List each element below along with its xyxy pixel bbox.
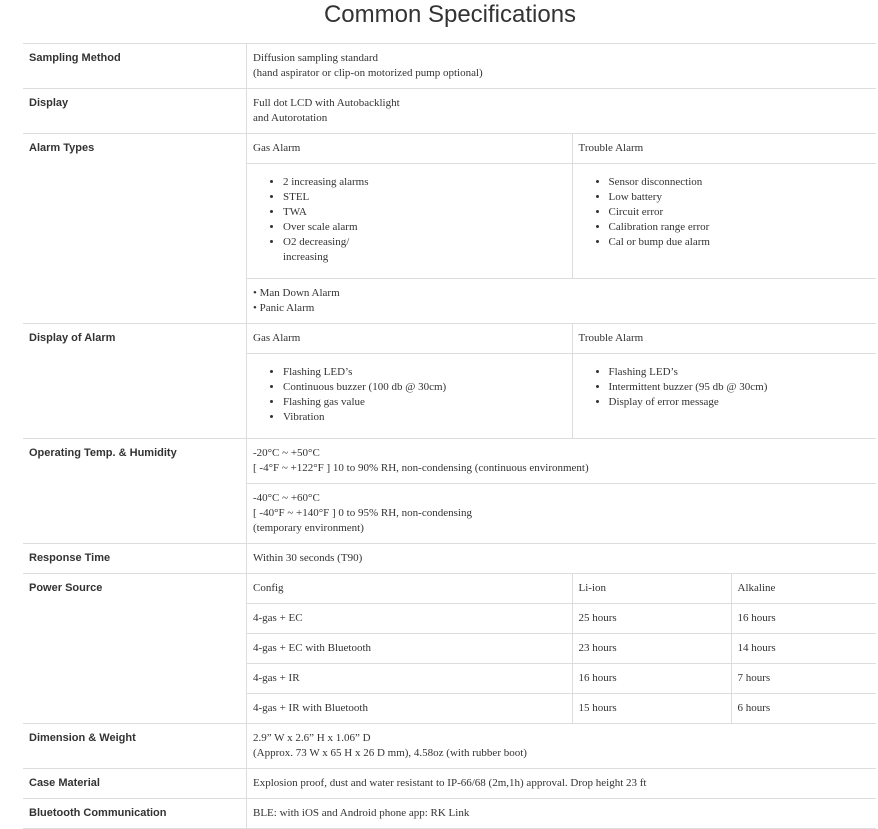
row-label: Sampling Method <box>23 44 247 89</box>
temp-continuous-range: -20°C ~ +50°C <box>253 447 320 459</box>
list-item: • 2 increasing alarms <box>283 175 566 190</box>
dimension-line-2: (Approx. 73 W x 65 H x 26 D mm), 4.58oz (with rubber boot) <box>253 747 527 759</box>
gas-display-list <box>253 365 566 425</box>
man-down-alarm: • Man Down Alarm <box>253 287 340 299</box>
temp-temporary-detail: [ -40°F ~ +140°F ] 0 to 95% RH, non-condensing <box>253 507 472 519</box>
power-alkaline: 7 hours <box>731 664 876 694</box>
row-alarm-types <box>23 134 876 324</box>
gas-alarm-header: Gas Alarm <box>253 332 301 344</box>
row-label: Dimension & Weight <box>23 724 247 769</box>
list-item: • Flashing LED’s <box>283 365 566 380</box>
power-liion: 15 hours <box>572 694 731 724</box>
power-config: 4-gas + IR with Bluetooth <box>247 694 572 724</box>
temp-continuous-detail: [ -4°F ~ +122°F ] 10 to 90% RH, non-condensing (continuous environment) <box>253 462 589 474</box>
row-dimension-weight <box>23 724 876 769</box>
row-operating-temp <box>23 439 876 544</box>
row-label: Display <box>23 89 247 134</box>
list-item: • Sensor disconnection <box>609 175 871 190</box>
list-item: • Low battery <box>609 190 871 205</box>
power-header-liion: Li-ion <box>572 574 731 604</box>
trouble-alarm-list <box>579 175 871 250</box>
row-label: Operating Temp. & Humidity <box>23 439 247 544</box>
list-item: • Continuous buzzer (100 db @ 30cm) <box>283 380 566 395</box>
temp-temporary-note: (temporary environment) <box>253 522 364 534</box>
display-line-2: and Autorotation <box>253 112 328 124</box>
power-alkaline: 16 hours <box>731 604 876 634</box>
bluetooth-value: BLE: with iOS and Android phone app: RK Link <box>253 807 470 819</box>
power-liion: 16 hours <box>572 664 731 694</box>
row-bluetooth <box>23 799 876 829</box>
list-item: • Calibration range error <box>609 220 871 235</box>
panic-alarm: • Panic Alarm <box>253 302 315 314</box>
table-row <box>247 664 876 694</box>
list-item: • STEL <box>283 190 566 205</box>
gas-alarm-list <box>253 175 566 265</box>
spec-table <box>23 43 876 829</box>
list-item: • Display of error message <box>609 395 871 410</box>
power-alkaline: 6 hours <box>731 694 876 724</box>
list-item: • Circuit error <box>609 205 871 220</box>
list-item: • O2 decreasing/ increasing <box>283 235 566 265</box>
row-power-source <box>23 574 876 724</box>
dimension-line-1: 2.9” W x 2.6” H x 1.06” D <box>253 732 371 744</box>
table-row <box>247 694 876 724</box>
display-line-1: Full dot LCD with Autobacklight <box>253 97 400 109</box>
response-value: Within 30 seconds (T90) <box>253 552 363 564</box>
row-label: Case Material <box>23 769 247 799</box>
row-sampling-method <box>23 44 876 89</box>
list-item: • Intermittent buzzer (95 db @ 30cm) <box>609 380 871 395</box>
sampling-line-2: (hand aspirator or clip-on motorized pump optional) <box>253 67 483 79</box>
gas-alarm-header: Gas Alarm <box>253 142 301 154</box>
power-config: 4-gas + EC with Bluetooth <box>247 634 572 664</box>
temp-temporary-range: -40°C ~ +60°C <box>253 492 320 504</box>
row-label: Display of Alarm <box>23 324 247 439</box>
power-header-alkaline: Alkaline <box>731 574 876 604</box>
power-liion: 25 hours <box>572 604 731 634</box>
trouble-alarm-header: Trouble Alarm <box>572 324 876 354</box>
row-label: Power Source <box>23 574 247 724</box>
list-item: • Vibration <box>283 410 566 425</box>
power-config: 4-gas + IR <box>247 664 572 694</box>
trouble-alarm-header: Trouble Alarm <box>572 134 876 164</box>
table-row <box>247 604 876 634</box>
table-row <box>247 634 876 664</box>
row-display-of-alarm <box>23 324 876 439</box>
page-title: Common Specifications <box>323 1 577 28</box>
row-label: Alarm Types <box>23 134 247 324</box>
sampling-line-1: Diffusion sampling standard <box>253 52 379 64</box>
list-item: • Cal or bump due alarm <box>609 235 871 250</box>
power-header-config: Config <box>253 582 284 594</box>
row-label: Bluetooth Communication <box>23 799 247 829</box>
row-response-time <box>23 544 876 574</box>
list-item: • Over scale alarm <box>283 220 566 235</box>
list-item: • Flashing gas value <box>283 395 566 410</box>
case-value: Explosion proof, dust and water resistant to IP-66/68 (2m,1h) approval. Drop height 23 ft <box>253 777 647 789</box>
row-label: Response Time <box>23 544 247 574</box>
row-case-material <box>23 769 876 799</box>
trouble-display-list <box>579 365 871 410</box>
power-alkaline: 14 hours <box>731 634 876 664</box>
power-liion: 23 hours <box>572 634 731 664</box>
power-config: 4-gas + EC <box>247 604 572 634</box>
list-item: • Flashing LED’s <box>609 365 871 380</box>
list-item: • TWA <box>283 205 566 220</box>
row-display <box>23 89 876 134</box>
